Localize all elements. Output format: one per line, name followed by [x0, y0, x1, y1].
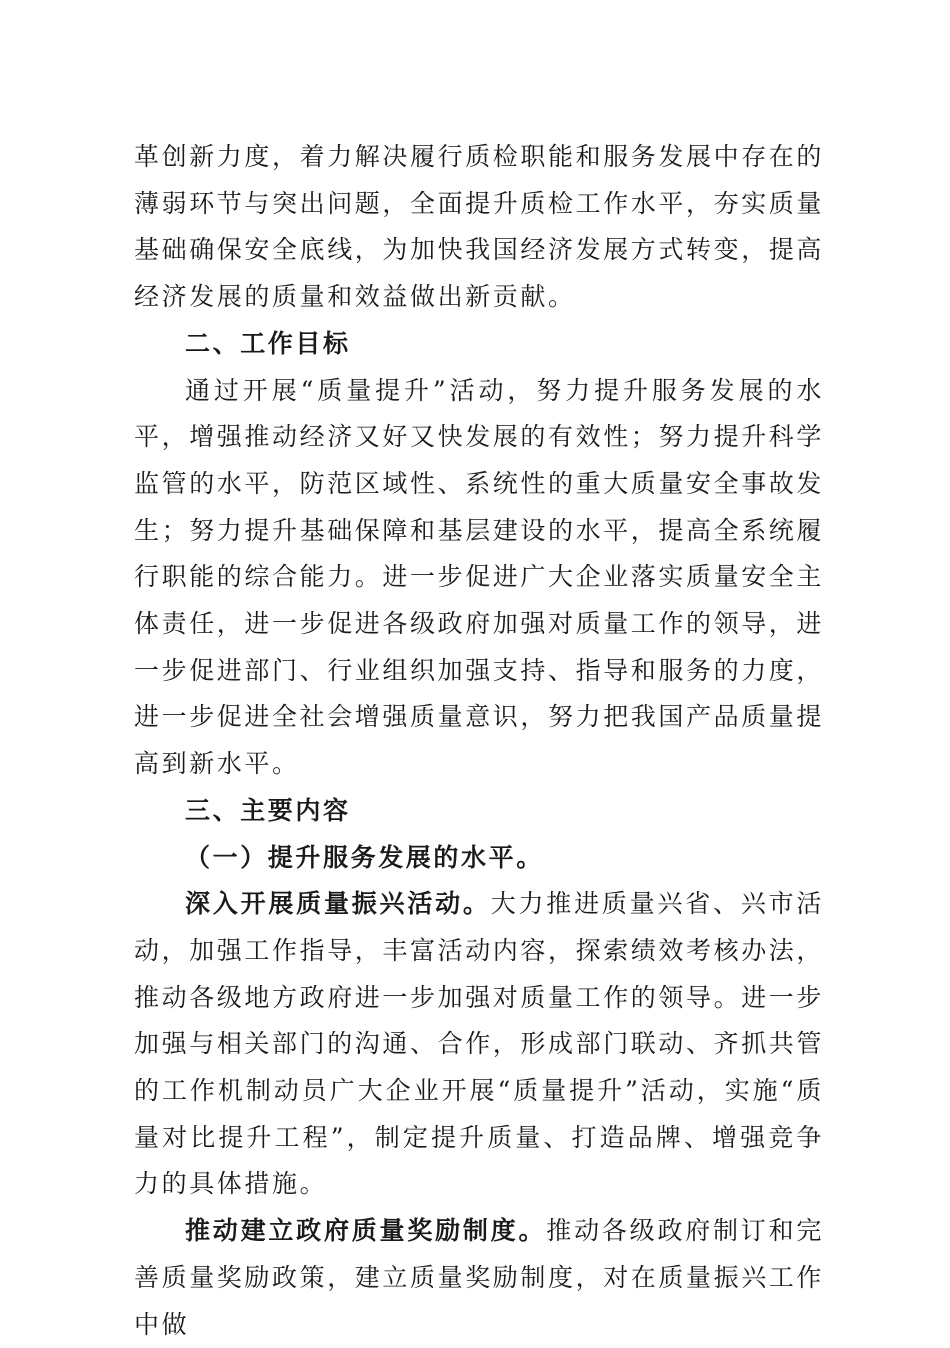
paragraph-text: 大力推进质量兴省、兴市活动，加强工作指导，丰富活动内容，探索绩效考核办法，推动各级地方政府进一步加强对质量工作的领导。进一步加强与相关部门的沟通、合作，形成部门联动、齐抓共管的工作机制动员广大企业开展“质量提升”活动，实施“质量对比提升工程”，制定提升质量、打造品牌、增强竞争力的具体措施。: [134, 889, 825, 1199]
paragraph-text: 推动各级政府制订和完善质量奖励政策，建立质量奖励制度，对在质量振兴工作中做: [134, 1216, 825, 1339]
paragraph-quality-award: [134, 1208, 824, 1348]
paragraph-text: 通过开展“质量提升”活动，努力提升服务发展的水平，增强推动经济又好又快发展的有效性；努力提升科学监管的水平，防范区域性、系统性的重大质量安全事故发生；努力提升基础保障和基层建设的水平，提高全系统履行职能的综合能力。进一步促进广大企业落实质量安全主体责任，进一步促进各级政府加强对质量工作的领导，进一步促进部门、行业组织加强支持、指导和服务的力度，进一步促进全社会增强质量意识，努力把我国产品质量提高到新水平。: [134, 375, 825, 779]
paragraph-text: 革创新力度，着力解决履行质检职能和服务发展中存在的薄弱环节与突出问题，全面提升质检工作水平，夯实质量基础确保安全底线，为加快我国经济发展方式转变，提高经济发展的质量和效益做出新贡献。: [134, 142, 825, 312]
heading-text: 三、主要内容: [185, 795, 351, 825]
paragraph-intro: [134, 134, 824, 321]
paragraph-goals: [134, 368, 824, 788]
paragraph-lead: 深入开展质量振兴活动。: [185, 889, 491, 919]
subsection-heading-service-level: [134, 835, 824, 882]
document-body: [134, 134, 824, 1348]
heading-text: （一）提升服务发展的水平。: [185, 842, 544, 872]
paragraph-quality-revitalization: [134, 881, 824, 1208]
section-heading-work-goals: [134, 321, 824, 368]
paragraph-lead: 推动建立政府质量奖励制度。: [185, 1216, 547, 1246]
section-heading-main-content: [134, 788, 824, 835]
heading-text: 二、工作目标: [185, 328, 351, 358]
